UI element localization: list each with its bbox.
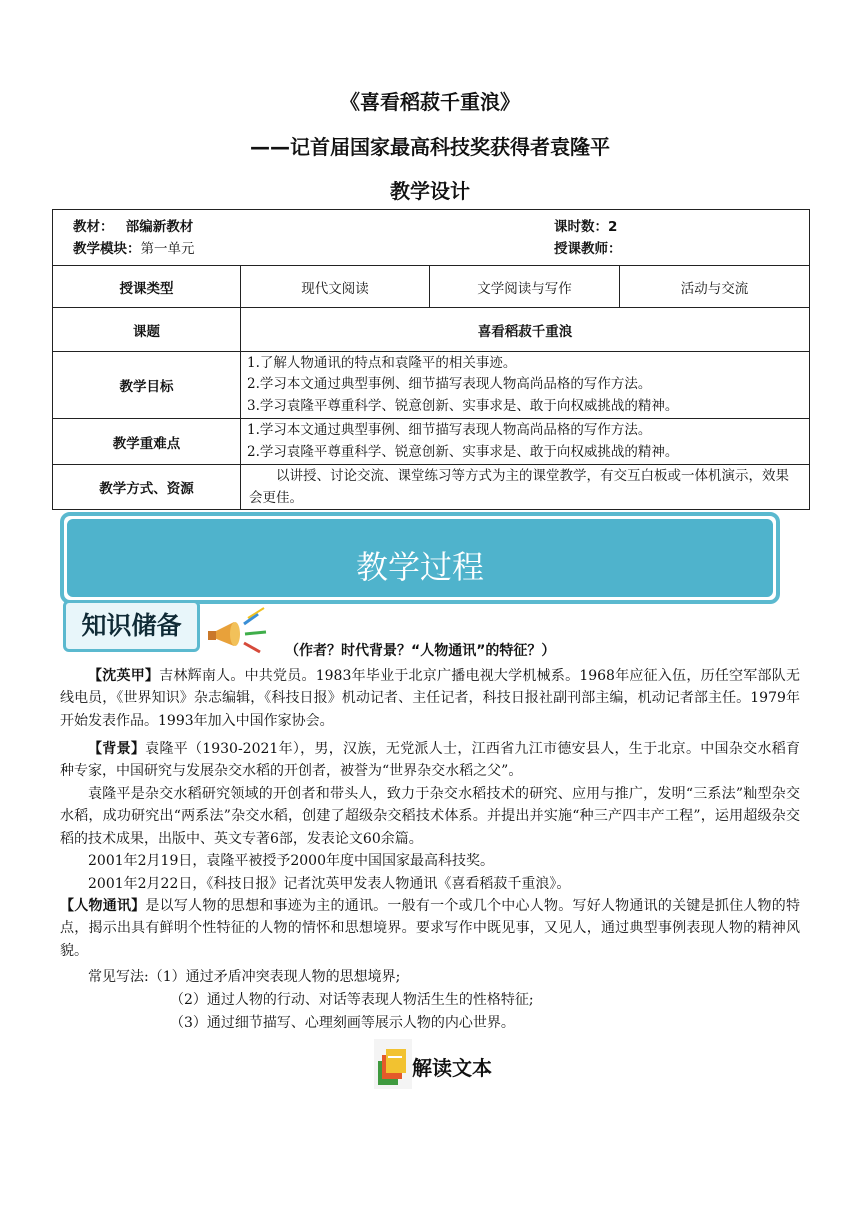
award-paragraph [60, 850, 800, 872]
knowledge-tag: 知识储备 [81, 611, 182, 640]
report-genre-paragraph [60, 895, 800, 962]
lesson-subtitle: ——记首届国家最高科技奖获得者袁隆平 [250, 135, 610, 159]
key-item: 1.学习本文通过典型事例、细节描写表现人物高尚品格的写作方法。 [247, 422, 652, 438]
background-paragraph [60, 738, 800, 783]
goal-item: 1.了解人物通讯的特点和袁隆平的相关事迹。 [247, 354, 517, 371]
method-row [53, 465, 810, 510]
lesson-info-table [52, 209, 810, 510]
design-heading: 教学设计 [390, 179, 470, 203]
method-value: 以讲授、讨论交流、课堂练习等方式为主的课堂教学，有交互白板或一体机演示，效果会更佳。 [241, 465, 810, 510]
module-label: 教学模块： [73, 240, 141, 257]
reading-heading: 解读文本 [412, 1056, 492, 1080]
topic-row [53, 308, 810, 352]
background-tag: 【背景】 [88, 741, 146, 757]
hours-label: 课时数：2 [554, 218, 618, 235]
keys-row [53, 419, 810, 465]
achievement-text: 袁隆平是杂交水稻研究领域的开创者和带头人，致力于杂交水稻技术的研究、应用与推广，发明“三系法”籼型杂交水稻，成功研究出“两系法”杂交水稻，创建了超级杂交稻技术体系。并提出并实施“种三产四丰产工程”，运用超级杂交稻的技术成果，出版中、英文专著6部，发表论文60余篇。 [60, 786, 800, 847]
megaphone-icon [204, 606, 280, 654]
teaching-process-banner: 教学过程 [355, 548, 484, 586]
author-paragraph [60, 665, 800, 732]
goals-label: 教学目标 [53, 352, 241, 419]
type-row [53, 266, 810, 308]
topic-value: 喜看稻菽千重浪 [241, 308, 810, 352]
knowledge-prompt: （作者？时代背景？“人物通讯”的特征？） [285, 643, 556, 659]
report-genre-tag: 【人物通讯】 [60, 898, 146, 914]
goals-row [53, 352, 810, 419]
lesson-title: 《喜看稻菽千重浪》 [340, 90, 520, 114]
material-label: 教材： [73, 218, 114, 235]
material-value: 部编新教材 [125, 218, 194, 235]
goal-item: 2.学习本文通过典型事例、细节描写表现人物高尚品格的写作方法。 [247, 376, 652, 393]
publication-text: 2001年2月22日，《科技日报》记者沈英甲发表人物通讯《喜看稻菽千重浪》。 [88, 876, 571, 892]
module-value: 第一单元 [140, 240, 195, 257]
method-label: 教学方式、资源 [53, 465, 241, 510]
method-line-1: 常见写法:（1）通过矛盾冲突表现人物的思想境界; [88, 969, 401, 985]
type-item: 活动与交流 [620, 266, 810, 308]
meta-right [554, 216, 789, 260]
type-label: 授课类型 [53, 266, 241, 308]
meta-row [53, 210, 810, 266]
achievement-paragraph [60, 783, 800, 850]
teacher-label: 授课教师： [554, 240, 622, 257]
background-text: 袁隆平（1930-2021年），男，汉族，无党派人士，江西省九江市德安县人，生于北京。中国杂交水稻育种专家，中国研究与发展杂交水稻的开创者，被誉为“世界杂交水稻之父”。 [60, 741, 800, 780]
method-line-2: （2）通过人物的行动、对话等表现人物活生生的性格特征; [170, 992, 534, 1008]
type-item: 文学阅读与写作 [430, 266, 620, 308]
type-item: 现代文阅读 [241, 266, 430, 308]
key-item: 2.学习袁隆平尊重科学、锐意创新、实事求是、敢于向权威挑战的精神。 [247, 443, 679, 460]
method-line-3: （3）通过细节描写、心理刻画等展示人物的内心世界。 [170, 1015, 515, 1031]
author-tag: 【沈英甲】 [88, 668, 160, 684]
publication-paragraph [60, 873, 800, 895]
keys-label: 教学重难点 [53, 419, 241, 465]
report-genre-text: 是以写人物的思想和事迹为主的通讯。一般有一个或几个中心人物。写好人物通讯的关键是抓住人物的特点，揭示出具有鲜明个性特征的人物的情怀和思想境界。要求写作中既见事，又见人，通过典型事例表现人物的精神风貌。 [60, 898, 801, 959]
author-text: 吉林辉南人。中共党员。1983年毕业于北京广播电视大学机械系。1968年应征入伍，历任空军部队无线电员，《世界知识》杂志编辑，《科技日报》机动记者、主任记者，科技日报社副刊部主编，机动记者部主任。1979年开始发表作品。1993年加入中国作家协会。 [60, 668, 800, 729]
meta-left [73, 216, 195, 260]
goal-item: 3.学习袁隆平尊重科学、锐意创新、实事求是、敢于向权威挑战的精神。 [247, 397, 679, 414]
award-text: 2001年2月19日，袁隆平被授予2000年度中国国家最高科技奖。 [88, 853, 494, 869]
topic-label: 课题 [53, 308, 241, 352]
book-icon [374, 1039, 412, 1089]
